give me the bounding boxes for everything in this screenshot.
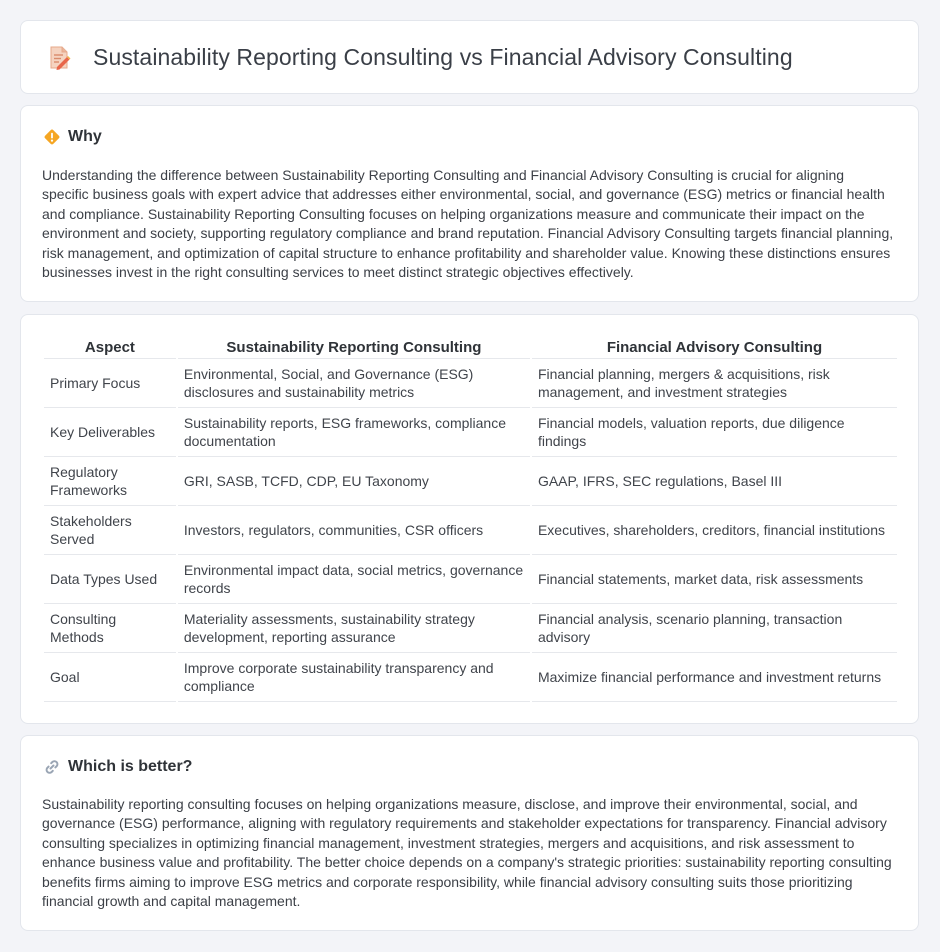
sustainability-cell: Sustainability reports, ESG frameworks, compliance documentation (178, 408, 530, 457)
table-row (44, 555, 897, 604)
financial-cell: Financial planning, mergers & acquisitions, risk management, and investment strategies (532, 359, 897, 408)
table-row (44, 604, 897, 653)
financial-cell: Financial statements, market data, risk assessments (532, 555, 897, 604)
column-header-sustainability: Sustainability Reporting Consulting (178, 335, 530, 359)
why-title: Why (68, 128, 102, 145)
comparison-table (42, 335, 899, 702)
column-header-financial: Financial Advisory Consulting (532, 335, 897, 359)
page-title: Sustainability Reporting Consulting vs Financial Advisory Consulting (93, 44, 793, 70)
aspect-cell: Key Deliverables (44, 408, 176, 457)
better-paragraph: Sustainability reporting consulting focuses on helping organizations measure, disclose, and improve their environmental, social, and governance (ESG) performance, aligning with regulatory requirements and stakeholder expectations for transparency. Financial advisory consulting specializes in optimizing financial management, investment strategies, mergers and acquisitions, and risk assessment to enhance business value and profitability. The better choice depends on a company's strategic priorities: sustainability reporting consulting benefits firms aiming to improve ESG metrics and corporate responsibility, while financial advisory consulting suits those prioritizing financial growth and capital management. (42, 796, 892, 910)
sustainability-cell: GRI, SASB, TCFD, CDP, EU Taxonomy (178, 457, 530, 506)
sustainability-cell: Investors, regulators, communities, CSR officers (178, 506, 530, 555)
why-heading (43, 128, 102, 146)
better-heading (43, 758, 192, 776)
sustainability-cell: Materiality assessments, sustainability strategy development, reporting assurance (178, 604, 530, 653)
link-icon (43, 758, 61, 776)
why-paragraph: Understanding the difference between Sustainability Reporting Consulting and Financial Advisory Consulting is crucial for aligning specific business goals with expert advice that addresses either environmental, social, and governance (ESG) metrics or financial health and compliance. Sustainability Reporting Consulting focuses on helping organizations measure and communicate their impact on the environment and society, supporting regulatory compliance and brand reputation. Financial Advisory Consulting targets financial planning, risk management, and optimization of capital structure to enhance profitability and shareholder value. Knowing these distinctions ensures businesses invest in the right consulting services to meet distinct strategic objectives effectively. (42, 167, 894, 281)
why-section (20, 105, 919, 302)
financial-cell: Financial analysis, scenario planning, transaction advisory (532, 604, 897, 653)
sustainability-cell: Environmental, Social, and Governance (ESG) disclosures and sustainability metrics (178, 359, 530, 408)
document-edit-icon (47, 45, 71, 71)
aspect-cell: Primary Focus (44, 359, 176, 408)
better-title: Which is better? (68, 758, 193, 775)
sustainability-cell: Improve corporate sustainability transparency and compliance (178, 653, 530, 702)
financial-cell: Maximize financial performance and investment returns (532, 653, 897, 702)
column-header-aspect: Aspect (44, 335, 176, 359)
financial-cell: Executives, shareholders, creditors, financial institutions (532, 506, 897, 555)
aspect-cell: Data Types Used (44, 555, 176, 604)
table-row (44, 653, 897, 702)
comparison-table-card (20, 314, 919, 724)
title-row (47, 44, 793, 71)
which-is-better-section (20, 735, 919, 931)
table-row (44, 506, 897, 555)
aspect-cell: Goal (44, 653, 176, 702)
sustainability-cell: Environmental impact data, social metrics, governance records (178, 555, 530, 604)
table-row (44, 408, 897, 457)
financial-cell: GAAP, IFRS, SEC regulations, Basel III (532, 457, 897, 506)
table-row (44, 457, 897, 506)
table-header-row (44, 335, 897, 359)
table-row (44, 359, 897, 408)
diamond-warning-icon (43, 128, 61, 146)
aspect-cell: Consulting Methods (44, 604, 176, 653)
aspect-cell: Stakeholders Served (44, 506, 176, 555)
aspect-cell: Regulatory Frameworks (44, 457, 176, 506)
header-card (20, 20, 919, 94)
financial-cell: Financial models, valuation reports, due diligence findings (532, 408, 897, 457)
